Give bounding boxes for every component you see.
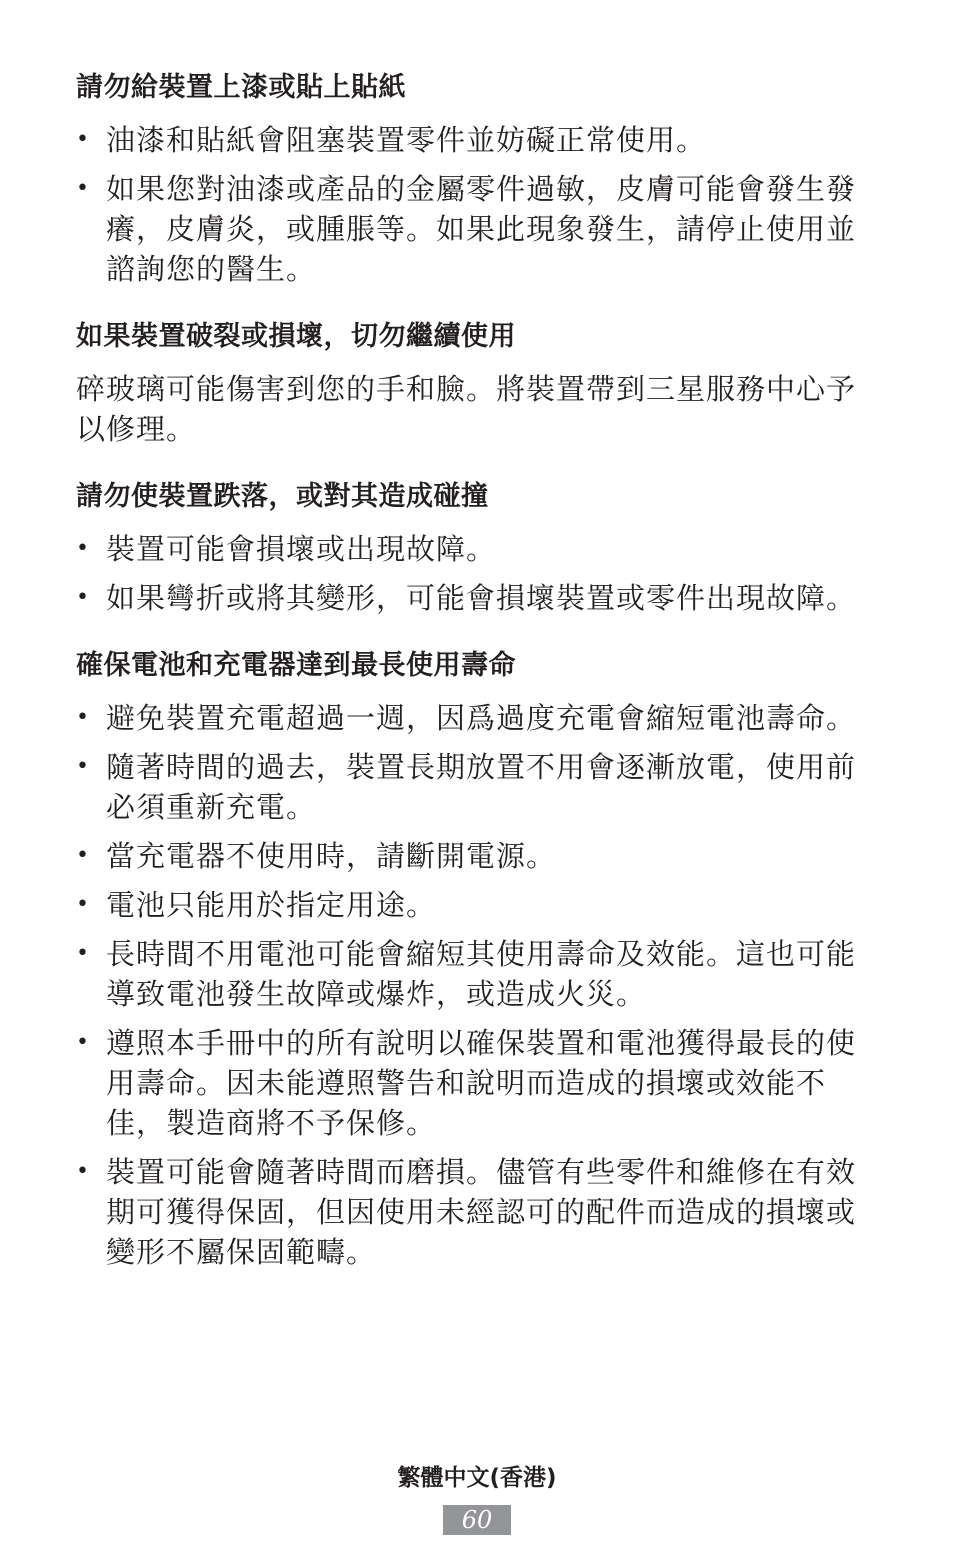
section-heading: 確保電池和充電器達到最長使用壽命: [76, 650, 516, 681]
list-item-text: 隨著時間的過去，裝置長期放置不用會逐漸放電，使用前必須重新充電。: [106, 750, 857, 824]
bullet-icon: •: [76, 1030, 90, 1055]
list-item-text: 長時間不用電池可能會縮短其使用壽命及效能。這也可能導致電池發生故障或爆炸，或造成火災。: [106, 937, 857, 1011]
bullet-list: [76, 120, 866, 289]
bullet-icon: •: [76, 705, 90, 730]
section-battery-life: [76, 646, 866, 1272]
list-item-text: 油漆和貼紙會阻塞裝置零件並妨礙正常使用。: [106, 123, 707, 157]
bullet-icon: •: [76, 941, 90, 966]
list-item-text: 當充電器不使用時，請斷開電源。: [106, 839, 557, 873]
list-item: [76, 578, 866, 618]
bullet-list: [76, 698, 866, 1272]
list-item: [76, 120, 866, 160]
list-item-text: 裝置可能會隨著時間而磨損。儘管有些零件和維修在有效期可獲得保固，但因使用未經認可的配件而造成的損壞或變形不屬保固範疇。: [106, 1155, 857, 1269]
list-item: [76, 698, 866, 738]
section-broken-device: [76, 317, 866, 449]
section-heading: 請勿使裝置跌落，或對其造成碰撞: [76, 481, 489, 512]
list-item: [76, 885, 866, 925]
bullet-icon: •: [76, 536, 90, 561]
footer-language: 繁體中文(香港): [397, 1465, 557, 1491]
bullet-icon: •: [76, 176, 90, 201]
list-item-text: 如果您對油漆或產品的金屬零件過敏，皮膚可能會發生發癢，皮膚炎，或腫脹等。如果此現象發生，請停止使用並諮詢您的醫生。: [106, 172, 857, 286]
bullet-icon: •: [76, 892, 90, 917]
section-paragraph: 碎玻璃可能傷害到您的手和臉。將裝置帶到三星服務中心予以修理。: [76, 372, 857, 446]
bullet-list: [76, 529, 866, 618]
list-item: [76, 836, 866, 876]
bullet-icon: •: [76, 585, 90, 610]
list-item-text: 電池只能用於指定用途。: [106, 888, 437, 922]
list-item: [76, 1152, 866, 1272]
section-do-not-drop: [76, 477, 866, 618]
list-item: [76, 747, 866, 827]
bullet-icon: •: [76, 127, 90, 152]
section-heading: 如果裝置破裂或損壞，切勿繼續使用: [76, 321, 516, 352]
list-item: [76, 934, 866, 1014]
list-item: [76, 529, 866, 569]
bullet-icon: •: [76, 843, 90, 868]
bullet-icon: •: [76, 1159, 90, 1184]
manual-page: [76, 68, 866, 1300]
bullet-icon: •: [76, 754, 90, 779]
list-item: [76, 1023, 866, 1143]
list-item: [76, 169, 866, 289]
list-item-text: 如果彎折或將其變形，可能會損壞裝置或零件出現故障。: [106, 581, 857, 615]
list-item-text: 避免裝置充電超過一週，因爲過度充電會縮短電池壽命。: [106, 701, 857, 735]
section-no-paint-stickers: [76, 68, 866, 289]
list-item-text: 裝置可能會損壞或出現故障。: [106, 532, 497, 566]
section-heading: 請勿給裝置上漆或貼上貼紙: [76, 72, 406, 103]
list-item-text: 遵照本手冊中的所有說明以確保裝置和電池獲得最長的使用壽命。因未能遵照警告和說明而造成的損壞或效能不佳，製造商將不予保修。: [106, 1026, 857, 1140]
page-number: 60: [443, 1505, 511, 1535]
